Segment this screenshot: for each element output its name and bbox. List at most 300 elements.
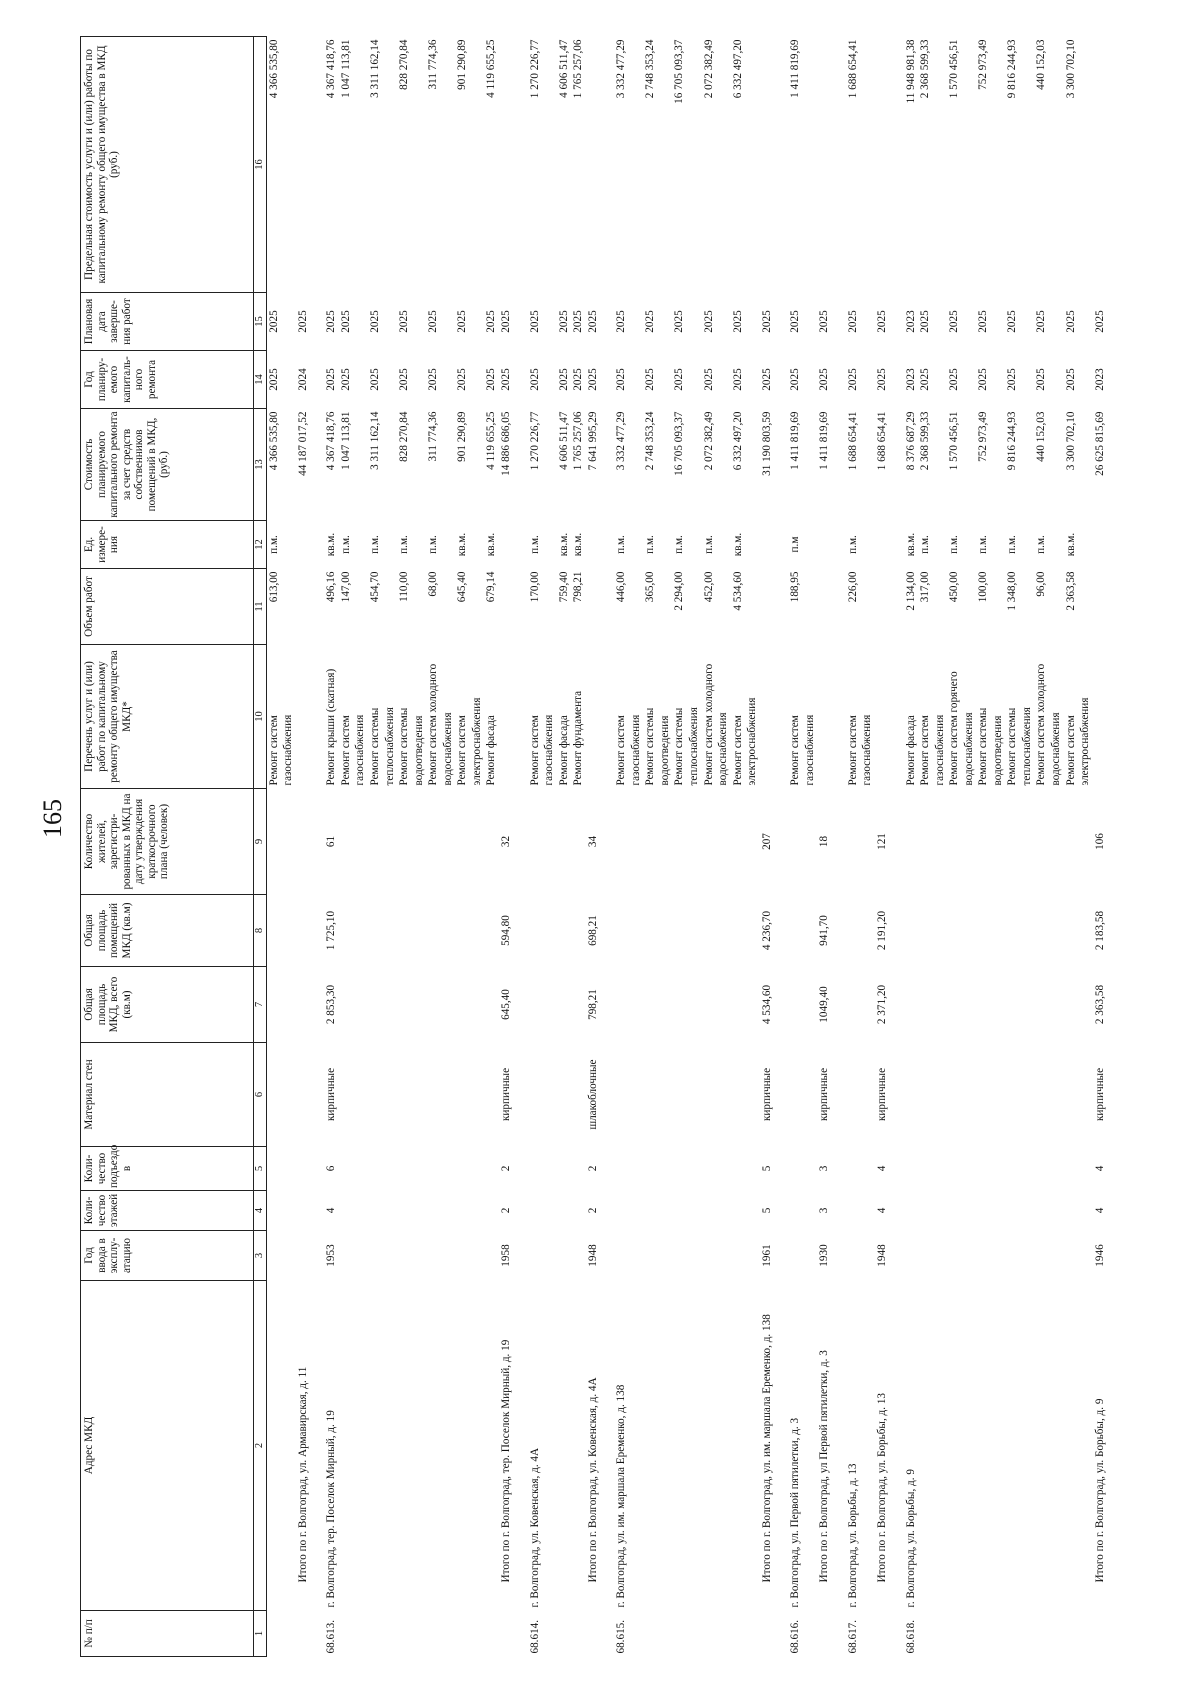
repair-year-cell: 2025 (267, 368, 280, 391)
work-type-cell: электроснабжения (1079, 697, 1092, 786)
table-row (383, 37, 398, 1657)
floors-cell (976, 1191, 991, 1231)
address-cell: Итого по г. Волгоград, ул. им. маршала Еременко, д. 138 (760, 1314, 773, 1583)
floors-cell (962, 1191, 977, 1231)
table-body (266, 37, 1121, 1657)
entrances-cell (426, 1147, 441, 1191)
completion-date-cell (991, 293, 1006, 351)
work-volume-cell (817, 569, 832, 645)
address-cell (918, 1281, 933, 1611)
column-header: Коли-чество подъездо в (81, 1147, 254, 1191)
work-type-cell: газоснабжения (861, 714, 874, 786)
entrances-cell (731, 1147, 746, 1191)
premises-area-cell (470, 895, 485, 967)
year-built-cell (904, 1231, 919, 1281)
completion-date-cell (353, 293, 368, 351)
year-built-cell (412, 1231, 427, 1281)
max-cost-cell (962, 37, 977, 293)
premises-area-cell (1034, 895, 1049, 967)
cost-cell (991, 409, 1006, 521)
repair-year-cell: 2025 (731, 368, 744, 391)
entrances-cell (643, 1147, 658, 1191)
unit-cell (353, 521, 368, 569)
work-type-cell: Ремонт систем (267, 715, 280, 786)
address-cell (281, 1281, 296, 1611)
residents-cell (1020, 789, 1035, 895)
table-row (788, 37, 803, 1657)
completion-date-cell: 2025 (846, 310, 859, 333)
cost-cell (412, 409, 427, 521)
row-number (1064, 1611, 1079, 1657)
floors-cell (788, 1191, 803, 1231)
work-volume-cell (803, 569, 818, 645)
year-built-cell (1005, 1231, 1020, 1281)
unit-cell (542, 521, 557, 569)
wall-material-cell (441, 1043, 456, 1147)
total-area-cell (470, 967, 485, 1043)
repair-year-cell (991, 351, 1006, 409)
premises-area-cell: 698,21 (586, 915, 599, 946)
premises-area-cell (904, 895, 919, 967)
cost-cell (1078, 409, 1093, 521)
completion-date-cell (716, 293, 731, 351)
work-type-cell (875, 645, 890, 789)
residents-cell (860, 789, 875, 895)
address-cell (991, 1281, 1006, 1611)
work-volume-cell: 2 134,00 (904, 571, 917, 611)
work-type-cell: Ремонт системы (673, 707, 686, 786)
floors-cell (933, 1191, 948, 1231)
floors-cell: 2 (586, 1207, 599, 1214)
residents-cell (397, 789, 412, 895)
entrances-cell (860, 1147, 875, 1191)
address-cell (353, 1281, 368, 1611)
floors-cell (542, 1191, 557, 1231)
work-volume-cell (716, 569, 731, 645)
unit-cell: кв.м. (572, 532, 585, 557)
premises-area-cell (947, 895, 962, 967)
repair-year-cell: 2025 (398, 368, 411, 391)
floors-cell (571, 1191, 586, 1231)
work-type-cell: Ремонт фундамента (572, 690, 585, 786)
wall-material-cell (614, 1043, 629, 1147)
unit-cell (745, 521, 760, 569)
column-number: 6 (254, 1043, 267, 1147)
unit-cell: п.м. (846, 535, 859, 554)
premises-area-cell (412, 895, 427, 967)
row-number: 68.615. (615, 1619, 628, 1654)
premises-area-cell (296, 895, 311, 967)
residents-cell (470, 789, 485, 895)
residents-cell (368, 789, 383, 895)
total-area-cell (339, 967, 354, 1043)
premises-area-cell (687, 895, 702, 967)
premises-area-cell (353, 895, 368, 967)
address-cell (803, 1281, 818, 1611)
floors-cell (296, 1191, 311, 1231)
residents-cell (687, 789, 702, 895)
repair-year-cell: 2025 (977, 368, 990, 391)
address-cell (571, 1281, 586, 1611)
repair-year-cell (933, 351, 948, 409)
table-row (731, 37, 746, 1657)
row-number (760, 1611, 775, 1657)
row-number (731, 1611, 746, 1657)
cost-cell: 2 368 599,33 (919, 411, 932, 471)
table-row (976, 37, 991, 1657)
table-row (1020, 37, 1035, 1657)
completion-date-cell: 2025 (456, 310, 469, 333)
address-cell (368, 1281, 383, 1611)
floors-cell (266, 1191, 281, 1231)
row-number (716, 1611, 731, 1657)
work-type-cell: электроснабжения (746, 697, 759, 786)
wall-material-cell (557, 1043, 572, 1147)
work-volume-cell (281, 569, 296, 645)
unit-cell (760, 521, 775, 569)
max-cost-cell: 3 300 702,10 (1064, 39, 1077, 99)
work-type-cell: водоотведения (991, 715, 1004, 786)
entrances-cell (1064, 1147, 1079, 1191)
premises-area-cell (933, 895, 948, 967)
column-number: 15 (254, 293, 267, 351)
max-cost-cell (875, 37, 890, 293)
year-built-cell: 1961 (760, 1244, 773, 1267)
cost-cell: 2 748 353,24 (644, 411, 657, 471)
year-built-cell (933, 1231, 948, 1281)
floors-cell (672, 1191, 687, 1231)
cost-cell (1020, 409, 1035, 521)
max-cost-cell (383, 37, 398, 293)
max-cost-cell: 1 765 257,06 (572, 39, 585, 99)
entrances-cell (1049, 1147, 1064, 1191)
completion-date-cell: 2025 (818, 310, 831, 333)
repair-year-cell: 2023 (904, 368, 917, 391)
address-cell (426, 1281, 441, 1611)
table-row (643, 37, 658, 1657)
row-number (658, 1611, 673, 1657)
table-row (397, 37, 412, 1657)
wall-material-cell (353, 1043, 368, 1147)
work-volume-cell (499, 569, 514, 645)
year-built-cell (557, 1231, 572, 1281)
repair-year-cell (745, 351, 760, 409)
wall-material-cell (687, 1043, 702, 1147)
work-volume-cell (933, 569, 948, 645)
unit-cell: кв.м. (1064, 532, 1077, 557)
year-built-cell (976, 1231, 991, 1281)
work-volume-cell: 454,70 (369, 571, 382, 603)
completion-date-cell: 2025 (296, 310, 309, 333)
wall-material-cell (1034, 1043, 1049, 1147)
row-number (470, 1611, 485, 1657)
unit-cell (860, 521, 875, 569)
wall-material-cell (962, 1043, 977, 1147)
floors-cell (281, 1191, 296, 1231)
work-volume-cell (860, 569, 875, 645)
total-area-cell (947, 967, 962, 1043)
column-number: 14 (254, 351, 267, 409)
address-cell (658, 1281, 673, 1611)
wall-material-cell (1020, 1043, 1035, 1147)
table-row (557, 37, 572, 1657)
year-built-cell: 1958 (499, 1244, 512, 1267)
address-cell (1034, 1281, 1049, 1611)
premises-area-cell (962, 895, 977, 967)
total-row (1093, 37, 1108, 1657)
year-built-cell (991, 1231, 1006, 1281)
table-row (1005, 37, 1020, 1657)
address-cell: г. Волгоград, ул. Борьбы, д. 9 (904, 1469, 917, 1608)
work-type-cell: Ремонт фасада (485, 715, 498, 786)
floors-cell (470, 1191, 485, 1231)
work-type-cell: Ремонт системы (644, 707, 657, 786)
max-cost-cell (716, 37, 731, 293)
row-number (412, 1611, 427, 1657)
unit-cell (817, 521, 832, 569)
cost-cell: 1 765 257,06 (572, 411, 585, 471)
column-header: Год планиру-емого капиталь-ного ремонта (81, 351, 254, 409)
address-cell: Итого по г. Волгоград, ул. Борьбы, д. 9 (1093, 1398, 1106, 1583)
total-area-cell: 2 853,30 (325, 984, 338, 1025)
unit-cell: п.м. (615, 535, 628, 554)
work-type-cell (760, 645, 775, 789)
cost-cell (716, 409, 731, 521)
column-header: Общая площадь МКД, всего (кв.м) (81, 967, 254, 1043)
completion-date-cell: 2025 (1006, 310, 1019, 333)
column-number: 13 (254, 409, 267, 521)
address-cell (1020, 1281, 1035, 1611)
total-area-cell: 2 371,20 (875, 984, 888, 1025)
table-row (658, 37, 673, 1657)
cost-cell: 828 270,84 (398, 411, 411, 462)
wall-material-cell (296, 1043, 311, 1147)
table-row (904, 37, 919, 1657)
wall-material-cell (383, 1043, 398, 1147)
entrances-cell (353, 1147, 368, 1191)
column-header: Плановая дата заверше-ния работ (81, 293, 254, 351)
spacer-cell (774, 37, 788, 1657)
wall-material-cell: кирпичные (499, 1067, 512, 1122)
wall-material-cell (933, 1043, 948, 1147)
entrances-cell (266, 1147, 281, 1191)
completion-date-cell: 2025 (977, 310, 990, 333)
floors-cell (803, 1191, 818, 1231)
unit-cell: п.м. (1035, 535, 1048, 554)
work-volume-cell (745, 569, 760, 645)
column-header: Материал стен (81, 1043, 254, 1147)
wall-material-cell (904, 1043, 919, 1147)
completion-date-cell: 2025 (528, 310, 541, 333)
work-type-cell: Ремонт крыши (скатная) (325, 668, 338, 786)
cost-cell: 16 705 093,37 (673, 411, 686, 476)
repair-year-cell: 2025 (919, 368, 932, 391)
cost-cell: 752 973,49 (977, 411, 990, 462)
completion-date-cell: 2025 (702, 310, 715, 333)
residents-cell (933, 789, 948, 895)
max-cost-cell (933, 37, 948, 293)
row-number (397, 1611, 412, 1657)
column-number: 2 (254, 1281, 267, 1611)
work-type-cell: теплоснабжения (1020, 707, 1033, 786)
work-volume-cell (542, 569, 557, 645)
total-area-cell (353, 967, 368, 1043)
total-area-cell (484, 967, 499, 1043)
year-built-cell (455, 1231, 470, 1281)
max-cost-cell (860, 37, 875, 293)
premises-area-cell (788, 895, 803, 967)
premises-area-cell (542, 895, 557, 967)
residents-cell (672, 789, 687, 895)
wall-material-cell (947, 1043, 962, 1147)
completion-date-cell: 2025 (325, 310, 338, 333)
total-area-cell (962, 967, 977, 1043)
max-cost-cell: 828 270,84 (398, 39, 411, 90)
premises-area-cell (716, 895, 731, 967)
cost-cell: 9 816 244,93 (1006, 411, 1019, 471)
total-area-cell (1020, 967, 1035, 1043)
table-row (484, 37, 499, 1657)
entrances-cell (904, 1147, 919, 1191)
total-row (296, 37, 311, 1657)
cost-cell: 8 376 687,29 (904, 411, 917, 471)
repair-year-cell (658, 351, 673, 409)
residents-cell: 61 (325, 835, 338, 848)
total-area-cell (672, 967, 687, 1043)
unit-cell (441, 521, 456, 569)
row-number (281, 1611, 296, 1657)
work-type-cell: Ремонт систем (1064, 715, 1077, 786)
completion-date-cell (383, 293, 398, 351)
year-built-cell (846, 1231, 861, 1281)
work-volume-cell (412, 569, 427, 645)
unit-cell (991, 521, 1006, 569)
work-volume-cell: 365,00 (644, 571, 657, 603)
residents-cell (614, 789, 629, 895)
residents-cell (455, 789, 470, 895)
repair-year-cell: 2025 (1064, 368, 1077, 391)
year-built-cell: 1930 (818, 1244, 831, 1267)
work-volume-cell: 2 294,00 (673, 571, 686, 611)
year-built-cell (716, 1231, 731, 1281)
address-cell (542, 1281, 557, 1611)
work-volume-cell: 4 534,60 (731, 571, 744, 611)
premises-area-cell (803, 895, 818, 967)
address-cell: Итого по г. Волгоград, ул. Армавирская, д. 11 (296, 1366, 309, 1583)
spacer-cell (310, 37, 324, 1657)
column-number: 5 (254, 1147, 267, 1191)
work-type-cell (817, 645, 832, 789)
floors-cell (947, 1191, 962, 1231)
work-type-cell: Ремонт систем (339, 715, 352, 786)
total-row (760, 37, 775, 1657)
cost-cell (860, 409, 875, 521)
residents-cell (528, 789, 543, 895)
total-row (875, 37, 890, 1657)
repair-year-cell: 2025 (325, 368, 338, 391)
repair-year-cell (962, 351, 977, 409)
repair-year-cell: 2025 (673, 368, 686, 391)
repair-year-cell (1078, 351, 1093, 409)
address-cell (629, 1281, 644, 1611)
max-cost-cell (542, 37, 557, 293)
entrances-cell (788, 1147, 803, 1191)
premises-area-cell (860, 895, 875, 967)
unit-cell (296, 521, 311, 569)
floors-cell (1064, 1191, 1079, 1231)
work-volume-cell (875, 569, 890, 645)
row-number (296, 1611, 311, 1657)
work-volume-cell: 759,40 (557, 571, 570, 603)
column-number: 7 (254, 967, 267, 1043)
repair-year-cell (412, 351, 427, 409)
max-cost-cell (412, 37, 427, 293)
wall-material-cell (484, 1043, 499, 1147)
repair-year-cell (687, 351, 702, 409)
year-built-cell (658, 1231, 673, 1281)
row-number (1078, 1611, 1093, 1657)
entrances-cell: 2 (586, 1165, 599, 1172)
unit-cell (1020, 521, 1035, 569)
residents-cell (947, 789, 962, 895)
completion-date-cell (1078, 293, 1093, 351)
entrances-cell (470, 1147, 485, 1191)
entrances-cell (745, 1147, 760, 1191)
address-cell (339, 1281, 354, 1611)
address-cell: г. Волгоград, тер. Поселок Мирный, д. 19 (325, 1410, 338, 1608)
year-built-cell (542, 1231, 557, 1281)
address-cell (643, 1281, 658, 1611)
repair-year-cell: 2025 (1006, 368, 1019, 391)
work-type-cell: Ремонт системы (977, 707, 990, 786)
entrances-cell (976, 1147, 991, 1191)
max-cost-cell (586, 37, 601, 293)
row-number (1034, 1611, 1049, 1657)
floors-cell (716, 1191, 731, 1231)
entrances-cell (455, 1147, 470, 1191)
work-volume-cell: 100,00 (977, 571, 990, 603)
entrances-cell (296, 1147, 311, 1191)
cost-cell (542, 409, 557, 521)
wall-material-cell: кирпичные (875, 1067, 888, 1122)
repair-year-cell (441, 351, 456, 409)
total-area-cell (281, 967, 296, 1043)
address-cell (441, 1281, 456, 1611)
wall-material-cell (745, 1043, 760, 1147)
wall-material-cell (702, 1043, 717, 1147)
year-built-cell (484, 1231, 499, 1281)
work-type-cell: водоотведения (658, 715, 671, 786)
premises-area-cell (1064, 895, 1079, 967)
total-area-cell (455, 967, 470, 1043)
row-spacer (600, 37, 614, 1657)
row-number (629, 1611, 644, 1657)
max-cost-cell (629, 37, 644, 293)
total-area-cell (426, 967, 441, 1043)
premises-area-cell (281, 895, 296, 967)
floors-cell: 2 (499, 1207, 512, 1214)
work-type-cell: газоснабжения (629, 714, 642, 786)
entrances-cell (672, 1147, 687, 1191)
table-row (962, 37, 977, 1657)
address-cell (1064, 1281, 1079, 1611)
unit-cell (716, 521, 731, 569)
max-cost-cell (353, 37, 368, 293)
entrances-cell (918, 1147, 933, 1191)
column-header: Стоимость планируемого капитального ремонта за счет средств собственников помещений в МКД, (руб.) (81, 409, 254, 521)
total-area-cell (731, 967, 746, 1043)
cost-cell: 1 688 654,41 (846, 411, 859, 471)
